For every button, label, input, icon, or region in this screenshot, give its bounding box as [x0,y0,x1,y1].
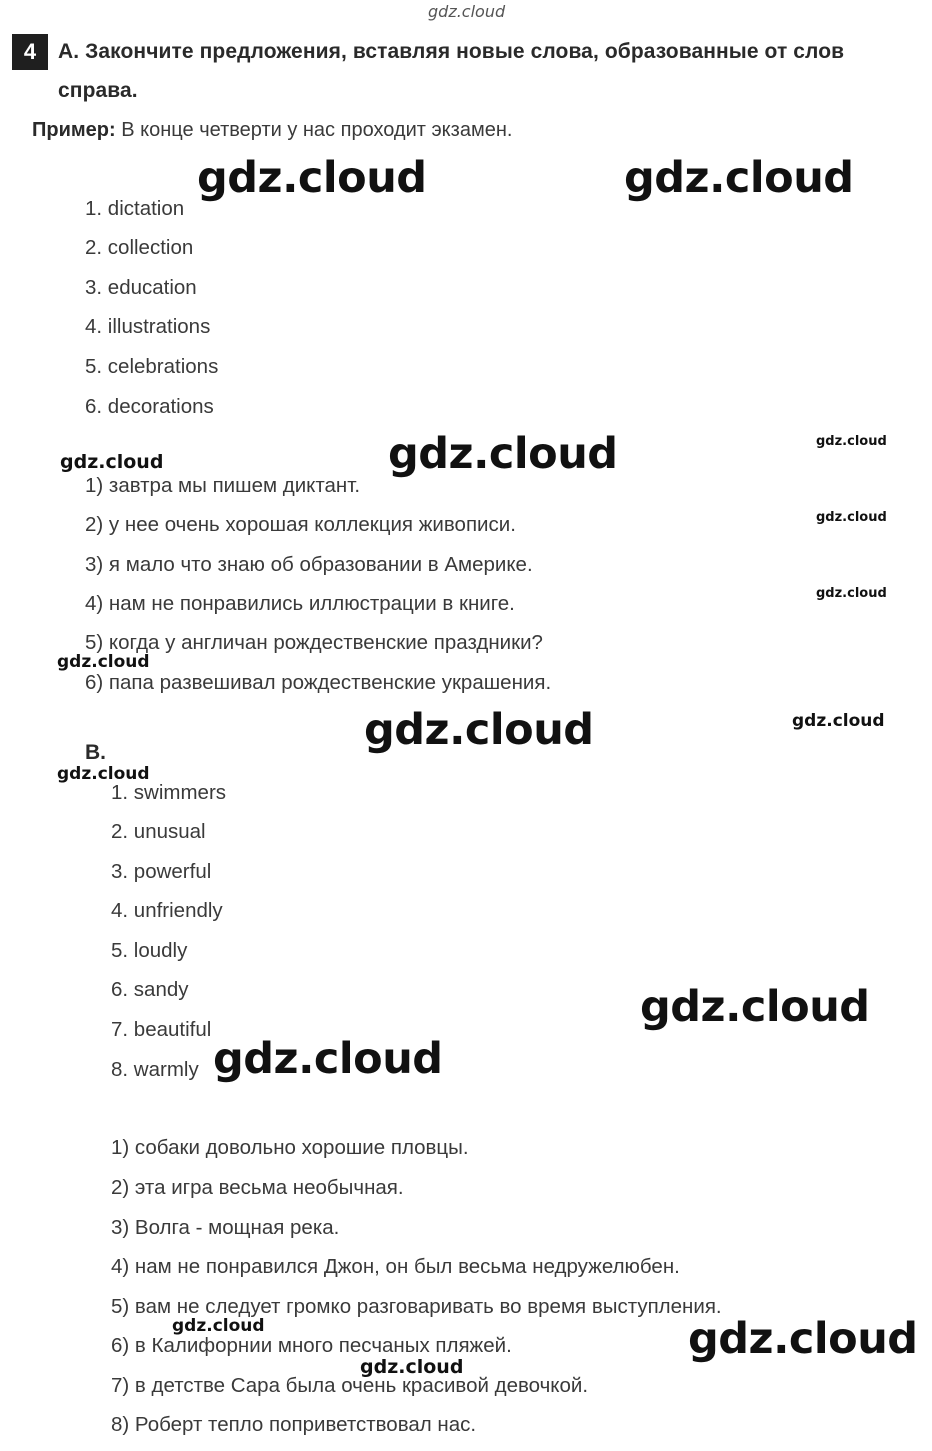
watermark: gdz.cloud [688,1314,918,1364]
list-item: 6. decorations [85,395,214,418]
list-item: 2) у нее очень хорошая коллекция живописи. [85,513,516,536]
list-item: 6) в Калифорнии много песчаных пляжей. [111,1334,512,1357]
list-item: 3) я мало что знаю об образовании в Америке. [85,553,533,576]
list-item: 4. unfriendly [111,899,223,922]
watermark: gdz.cloud [213,1034,443,1084]
watermark: gdz.cloud [364,705,594,755]
task-heading-line2: справа. [58,79,138,102]
watermark: gdz.cloud [792,711,885,731]
list-item: 1) завтра мы пишем диктант. [85,474,361,497]
example-label: Пример: [32,119,116,141]
list-item: 3) Волга - мощная река. [111,1216,340,1239]
list-item: 7) в детстве Сара была очень красивой девочкой. [111,1374,589,1397]
list-item: 4) нам не понравился Джон, он был весьма недружелюбен. [111,1255,680,1278]
list-item: 2) эта игра весьма необычная. [111,1176,404,1199]
list-item: 8. warmly [111,1058,199,1081]
watermark: gdz.cloud [360,1356,464,1378]
watermark: gdz.cloud [640,982,870,1032]
list-item: 1) собаки довольно хорошие пловцы. [111,1136,469,1159]
list-item: 4. illustrations [85,315,211,338]
list-item: 3. powerful [111,860,212,883]
watermark: gdz.cloud [172,1316,265,1336]
list-item: 8) Роберт тепло поприветствовал нас. [111,1413,477,1436]
example-line [32,119,512,142]
watermark: gdz.cloud [816,586,887,601]
site-watermark-top: gdz.cloud [428,2,506,21]
list-item: 5. celebrations [85,355,219,378]
part-b-label: В. [85,741,106,764]
watermark: gdz.cloud [624,153,854,203]
list-item: 5. loudly [111,939,188,962]
example-text: В конце четверти у нас проходит экзамен. [115,119,513,141]
watermark: gdz.cloud [816,510,887,525]
watermark: gdz.cloud [57,764,150,784]
task-heading-line1: А. Закончите предложения, вставляя новые слова, образованные от слов [58,40,845,63]
watermark: gdz.cloud [816,434,887,449]
list-item: 2. unusual [111,820,206,843]
list-item: 3. education [85,276,197,299]
watermark: gdz.cloud [388,429,618,479]
list-item: 7. beautiful [111,1018,212,1041]
list-item: 6. sandy [111,978,189,1001]
list-item: 1. dictation [85,197,185,220]
list-item: 4) нам не понравились иллюстрации в книге. [85,592,515,615]
watermark: gdz.cloud [57,652,150,672]
watermark: gdz.cloud [197,153,427,203]
list-item: 6) папа развешивал рождественские украшения. [85,671,552,694]
list-item: 1. swimmers [111,781,227,804]
list-item: 2. collection [85,236,194,259]
task-number-badge: 4 [12,34,48,70]
list-item: 5) когда у англичан рождественские праздники? [85,631,543,654]
list-item: 5) вам не следует громко разговаривать во время выступления. [111,1295,722,1318]
watermark: gdz.cloud [60,451,164,473]
